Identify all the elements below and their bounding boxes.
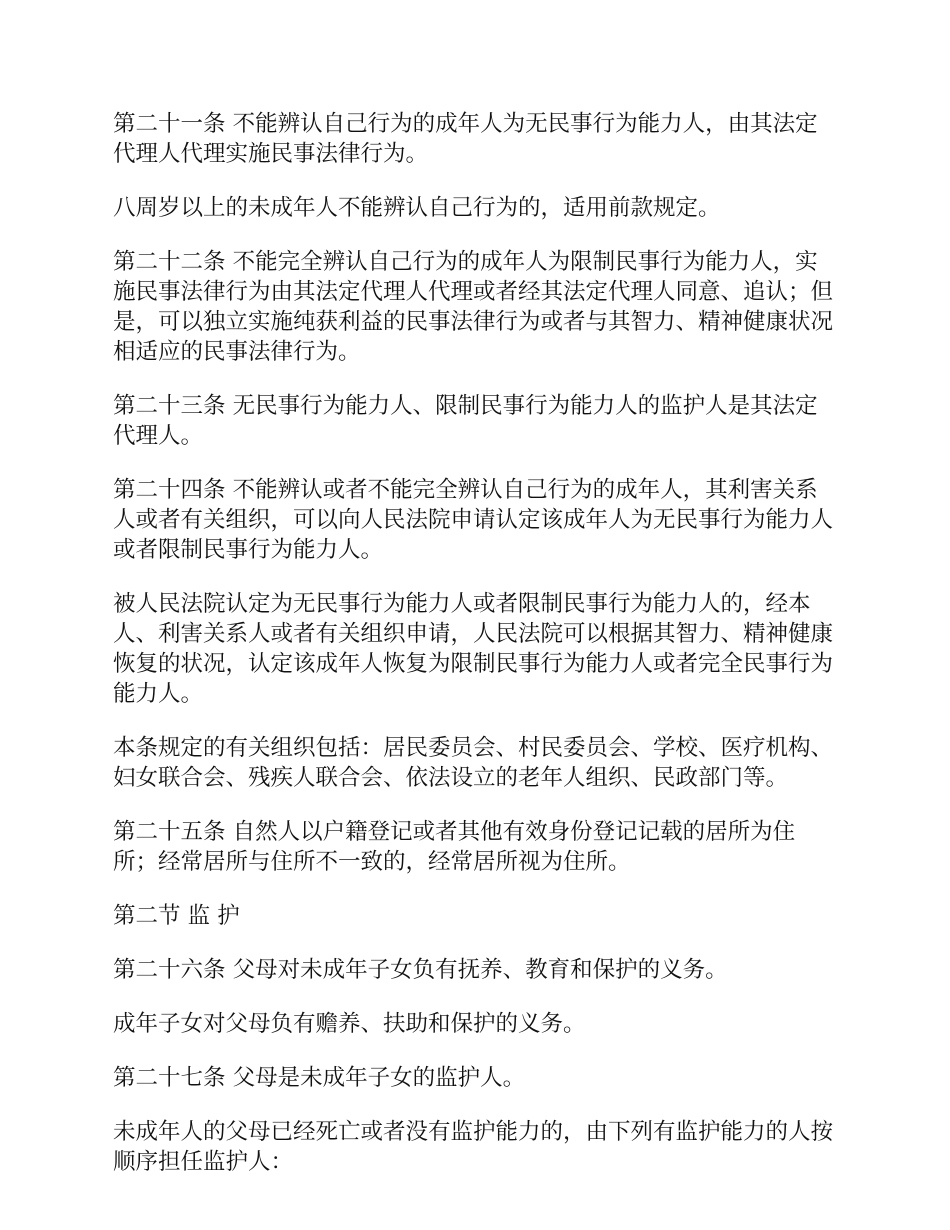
article-26-paragraph: 第二十六条 父母对未成年子女负有抚养、教育和保护的义务。 (113, 957, 728, 983)
article-24-clause-2-paragraph: 被人民法院认定为无民事行为能力人或者限制民事行为能力人的，经本人、利害关系人或者有关组织申请，人民法院可以根据其智力、精神健康恢复的状况，认定该成年人恢复为限制民事行为能力人或者完全民事行为能力人。 (113, 591, 834, 707)
article-21-paragraph: 第二十一条 不能辨认自己行为的成年人为无民事行为能力人，由其法定代理人代理实施民事法律行为。 (113, 111, 818, 167)
section-heading: 第二节 监 护 (113, 903, 240, 929)
article-27-clause-2-paragraph: 未成年人的父母已经死亡或者没有监护能力的，由下列有监护能力的人按顺序担任监护人： (113, 1119, 834, 1175)
article-24-clause-3-paragraph: 本条规定的有关组织包括：居民委员会、村民委员会、学校、医疗机构、妇女联合会、残疾人联合会、依法设立的老年人组织、民政部门等。 (113, 735, 834, 791)
article-25-paragraph: 第二十五条 自然人以户籍登记或者其他有效身份登记记载的居所为住所；经常居所与住所不一致的，经常居所视为住所。 (113, 819, 796, 875)
document-page (113, 109, 838, 1201)
article-21-clause-2-paragraph: 八周岁以上的未成年人不能辨认自己行为的，适用前款规定。 (113, 195, 721, 221)
article-23-paragraph: 第二十三条 无民事行为能力人、限制民事行为能力人的监护人是其法定代理人。 (113, 393, 818, 449)
article-26-clause-2-paragraph: 成年子女对父母负有赡养、扶助和保护的义务。 (113, 1011, 586, 1037)
article-27-paragraph: 第二十七条 父母是未成年子女的监护人。 (113, 1065, 526, 1091)
article-24-paragraph: 第二十四条 不能辨认或者不能完全辨认自己行为的成年人，其利害关系人或者有关组织，可以向人民法院申请认定该成年人为无民事行为能力人或者限制民事行为能力人。 (113, 477, 834, 563)
article-22-paragraph: 第二十二条 不能完全辨认自己行为的成年人为限制民事行为能力人，实施民事法律行为由其法定代理人代理或者经其法定代理人同意、追认；但是，可以独立实施纯获利益的民事法律行为或者与其智力、精神健康状况相适应的民事法律行为。 (113, 249, 834, 365)
